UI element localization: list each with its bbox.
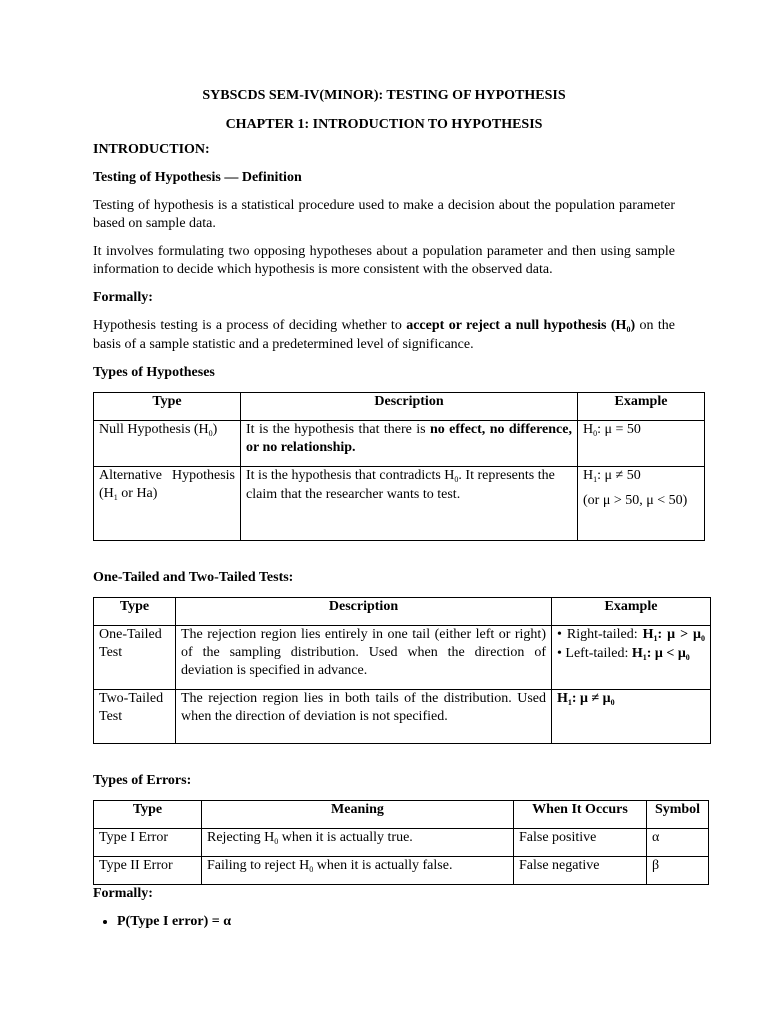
column-header-type: Type [94,393,241,421]
column-header-description: Description [241,393,578,421]
hypotheses-table [93,392,705,541]
table-row [94,626,711,690]
type1-meaning-cell: Rejecting $H_0$ when it is actually true. [202,829,514,857]
column-header-type: Type [94,801,202,829]
column-header-example: Example [552,598,711,626]
type1-type-cell: Type I Error [94,829,202,857]
errors-table [93,800,709,885]
column-header-symbol: Symbol [647,801,709,829]
type1-symbol-cell: α [647,829,709,857]
type2-when-cell: False negative [514,857,647,885]
column-header-type: Type [94,598,176,626]
intro-paragraph-2: It involves formulating two opposing hypotheses about a population parameter and then using sample information to decide which hypothesis is more consistent with the observed data. [93,244,675,277]
table-header-row [94,393,705,421]
tails-table [93,597,711,744]
column-header-meaning: Meaning [202,801,514,829]
formally-heading-2: Formally: [93,886,153,901]
chapter-title: CHAPTER 1: INTRODUCTION TO HYPOTHESIS [225,117,543,132]
alt-example-cell: $H_1$: μ ≠ 50 (or μ > 50, μ < 50) [578,467,705,541]
document-title: SYBSCDS SEM-IV(MINOR): TESTING OF HYPOTHESIS [202,88,566,103]
column-header-example: Example [578,393,705,421]
column-header-when: When It Occurs [514,801,647,829]
two-tailed-example-cell: $H_1$: $\mu \ne \mu_0$ [552,690,711,744]
document-page [93,86,705,931]
one-tailed-example-cell: • Right-tailed: $H_1$: $\mu > \mu_0$ • Left-tailed: $H_1$: $\mu < \mu_0$ [552,626,711,690]
list-item: • P(Type I error) = α [117,913,675,931]
table-header-row [94,801,709,829]
type2-type-cell: Type II Error [94,857,202,885]
errors-heading: Types of Errors: [93,773,192,788]
intro-paragraph-1: Testing of hypothesis is a statistical procedure used to make a decision about the population parameter based on sample data. [93,198,675,231]
table-row [94,467,705,541]
column-header-description: Description [176,598,552,626]
one-tailed-type-cell: One-Tailed Test [94,626,176,690]
one-tailed-description-cell: The rejection region lies entirely in one tail (either left or right) of the sampling distribution. Used when the direction of deviation is specified in advance. [176,626,552,690]
two-tailed-type-cell: Two-Tailed Test [94,690,176,744]
tails-heading: One-Tailed and Two-Tailed Tests: [93,570,294,585]
formally-heading: Formally: [93,290,153,305]
alt-description-cell: It is the hypothesis that contradicts $H_0$. It represents the claim that the researcher wants to test. [241,467,578,541]
definition-heading: Testing of Hypothesis — Definition [93,170,302,185]
table-row [94,857,709,885]
null-type-cell: Null Hypothesis $(H_0)$ [94,421,241,467]
alt-type-cell: Alternative Hypothesis ($H_1$ or Ha) [94,467,241,541]
type2-symbol-cell: β [647,857,709,885]
formal-error-list [93,913,675,931]
type2-meaning-cell: Failing to reject $H_0$ when it is actually false. [202,857,514,885]
table-header-row [94,598,711,626]
intro-heading: INTRODUCTION: [93,142,210,157]
null-description-cell: It is the hypothesis that there is no effect, no difference, or no relationship. [241,421,578,467]
type1-when-cell: False positive [514,829,647,857]
table-row [94,421,705,467]
types-hypotheses-heading: Types of Hypotheses [93,365,215,380]
formal-definition-paragraph: Hypothesis testing is a process of deciding whether to accept or reject a null hypothesis $(H_0)$ on the basis of a sample statistic and a predetermined level of significance. [93,318,676,352]
null-example-cell: $H_0$: μ = 50 [578,421,705,467]
table-row [94,690,711,744]
table-row [94,829,709,857]
two-tailed-description-cell: The rejection region lies in both tails of the distribution. Used when the direction of deviation is not specified. [176,690,552,744]
